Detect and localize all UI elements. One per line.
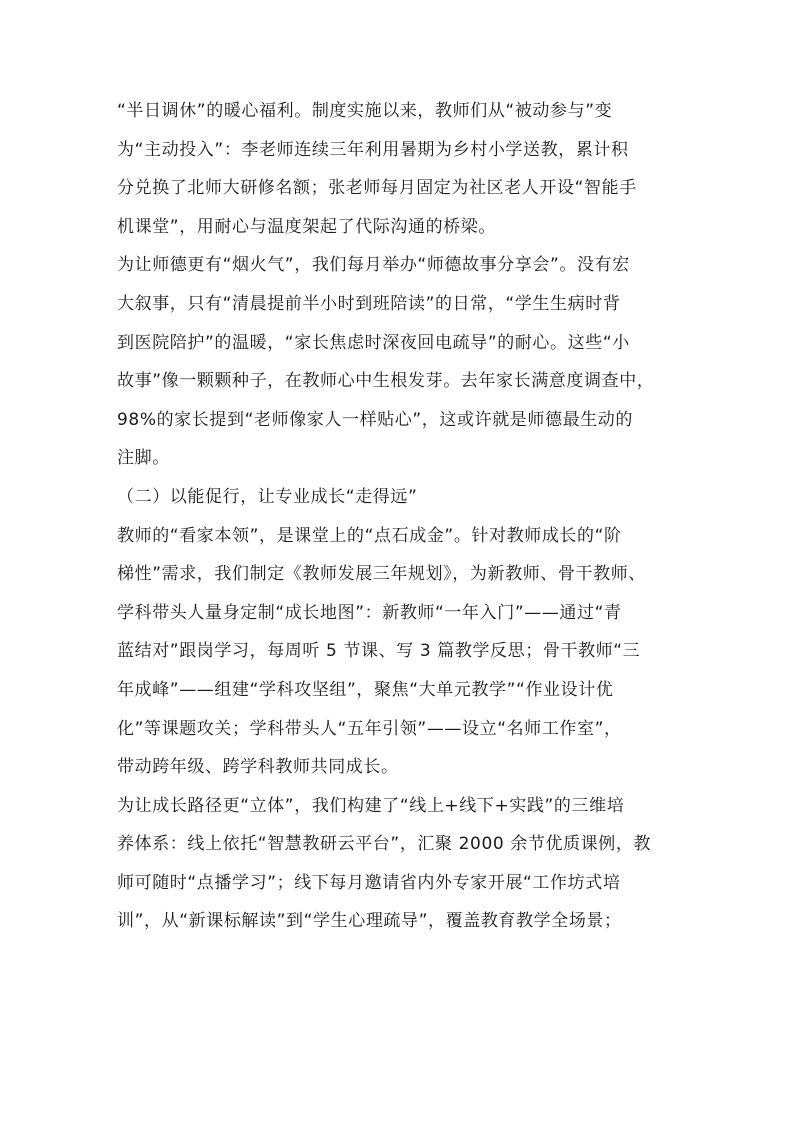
text-line: 为让师德更有“烟火气”，我们每月举办“师德故事分享会”。没有宏 (117, 255, 630, 276)
text-line: 梯性”需求，我们制定《教师发展三年规划》，为新教师、骨干教师、 (117, 564, 646, 585)
section-heading (117, 478, 677, 517)
paragraph (117, 92, 677, 246)
text-line: 带动跨年级、跨学科教师共同成长。 (117, 757, 399, 778)
text-line: 机课堂”，用耐心与温度架起了代际沟通的桥梁。 (117, 216, 497, 237)
text-line: 学科带头人量身定制“成长地图”：新教师“一年入门”——通过“青 (117, 602, 622, 623)
text-line: 98%的家长提到“老师像家人一样贴心”，这或许就是师德最生动的 (117, 409, 633, 430)
text-line: 训”，从“新课标解读”到“学生心理疏导”，覆盖教育教学全场景； (117, 911, 622, 932)
text-line: 养体系：线上依托“智慧教研云平台”，汇聚 2000 余节优质课例，教 (117, 834, 652, 855)
text-line: 化”等课题攻关；学科带头人“五年引领”——设立“名师工作室”， (117, 718, 622, 739)
text-line: 为“主动投入”：李老师连续三年利用暑期为乡村小学送教，累计积 (117, 139, 629, 160)
text-line: 大叙事，只有“清晨提前半小时到班陪读”的日常，“学生生病时背 (117, 293, 621, 314)
text-line: 师可随时“点播学习”；线下每月邀请省内外专家开展“工作坊式培 (117, 872, 621, 893)
text-line: 年成峰”——组建“学科攻坚组”，聚焦“大单元教学”“作业设计优 (117, 679, 614, 700)
text-line: 蓝结对”跟岗学习，每周听 5 节课、写 3 篇教学反思；骨干教师“三 (117, 641, 641, 662)
text-line: 为让成长路径更“立体”，我们构建了“线上+线下+实践”的三维培 (117, 795, 625, 816)
text-line: 到医院陪护”的温暖，“家长焦虑时深夜回电疏导”的耐心。这些“小 (117, 332, 630, 353)
paragraph (117, 787, 677, 941)
text-line: 教师的“看家本领”，是课堂上的“点石成金”。针对教师成长的“阶 (117, 525, 622, 546)
text-line: 注脚。 (117, 448, 170, 469)
text-line: （二）以能促行，让专业成长“走得远” (117, 486, 418, 507)
text-line: 故事”像一颗颗种子，在教师心中生根发芽。去年家长满意度调查中， (117, 371, 655, 392)
text-line: “半日调休”的暖心福利。制度实施以来，教师们从“被动参与”变 (117, 101, 613, 121)
paragraph (117, 517, 677, 787)
document-body (117, 92, 677, 941)
paragraph (117, 246, 677, 478)
text-line: 分兑换了北师大研修名额；张老师每月固定为社区老人开设“智能手 (117, 178, 637, 199)
